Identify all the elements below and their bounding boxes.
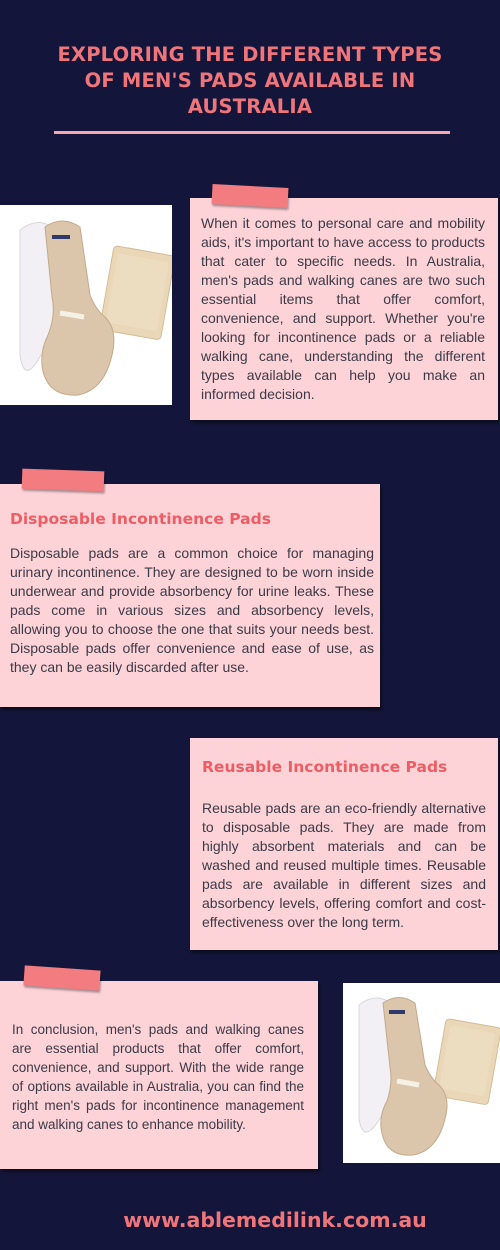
intro-paragraph: When it comes to personal care and mobility aids, it's important to have access to products that cater to specific needs. In Australia, men's pads and walking canes are two such essential items that offer comfort, convenience, and support. Whether you're looking for incontinence pads or a reliable walking cane, understanding the different types available can help you make an informed decision. bbox=[201, 215, 485, 402]
disposable-paragraph: Disposable pads are a common choice for managing urinary incontinence. They are designed to be worn inside underwear and provide absorbency for urine leaks. These pads come in various sizes and absorbency levels, allowing you to choose the one that suits your needs best. Disposable pads offer convenience and ease of use, as they can be easily discarded after use. bbox=[10, 545, 374, 675]
reusable-paragraph: Reusable pads are an eco-friendly alternative to disposable pads. They are made from highly absorbent materials and can be washed and reused multiple times. Reusable pads are available in different sizes and absorbency levels, offering comfort and cost-effectiveness over the long term. bbox=[202, 800, 486, 930]
title-divider bbox=[54, 131, 450, 134]
conclusion-paragraph: In conclusion, men's pads and walking canes are essential products that offer comfort, convenience, and support. With the wide range of options available in Australia, you can find the right men's pads for incontinence management and walking canes to enhance mobility. bbox=[12, 1022, 304, 1132]
tape-decoration bbox=[212, 184, 289, 208]
website-link[interactable]: www.ablemedilink.com.au bbox=[123, 1208, 427, 1232]
page-title: EXPLORING THE DIFFERENT TYPES OF MEN'S PADS AVAILABLE IN AUSTRALIA bbox=[57, 43, 443, 118]
product-image-bottom bbox=[343, 983, 500, 1163]
reusable-heading: Reusable Incontinence Pads bbox=[202, 758, 448, 776]
disposable-heading: Disposable Incontinence Pads bbox=[10, 510, 271, 528]
product-image-top bbox=[0, 205, 172, 405]
tape-decoration bbox=[22, 469, 105, 492]
